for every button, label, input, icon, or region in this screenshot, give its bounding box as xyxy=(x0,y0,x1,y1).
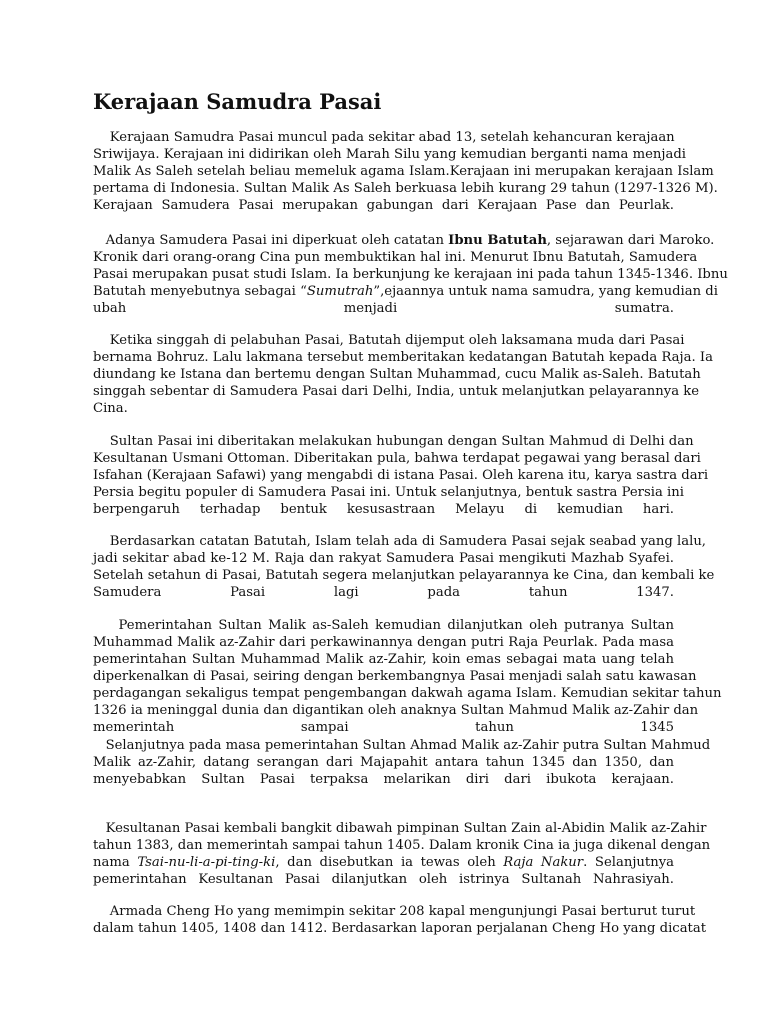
text-line xyxy=(93,617,674,634)
text-run: ”,ejaannya untuk nama samudra, yang kemudian di xyxy=(373,284,718,299)
italic-text: Raja Nakur xyxy=(503,855,584,870)
paragraph xyxy=(93,129,718,214)
text-line xyxy=(93,719,674,736)
text-run: diundang ke Istana dan bertemu dengan Sultan Muhammad, cucu Malik as-Saleh. Batutah xyxy=(93,367,701,382)
text-line xyxy=(93,266,728,283)
text-line xyxy=(93,837,711,854)
text-run: diperkenalkan di Pasai, seiring dengan berkembangnya Pasai menjadi salah satu kawasan xyxy=(93,669,697,684)
text-run: Setelah setahun di Pasai, Batutah segera melanjutkan pelayarannya ke Cina, dan kembali ke xyxy=(93,568,715,583)
text-run: 1326 ia meninggal dunia dan digantikan oleh anaknya Sultan Mahmud Malik az-Zahir dan xyxy=(93,703,699,718)
text-run: Muhammad Malik az-Zahir dari perkawinannya dengan putri Raja Peurlak. Pada masa xyxy=(93,635,674,650)
text-line xyxy=(93,383,700,400)
text-run: Pemerintahan Sultan Malik as-Saleh kemudian dilanjutkan oleh putranya Sultan xyxy=(93,618,674,633)
text-line xyxy=(93,550,674,567)
text-run: pemerintahan Kesultanan Pasai dilanjutkan oleh istrinya Sultanah Nahrasiyah. xyxy=(93,872,674,887)
text-run: memerintah sampai tahun 1345 xyxy=(93,720,674,735)
text-run: Adanya Samudera Pasai ini diperkuat oleh catatan xyxy=(93,233,449,248)
paragraph xyxy=(93,232,728,317)
text-run: bernama Bohruz. Lalu lakmana tersebut memberitakan kedatangan Batutah kepada Raja. Ia xyxy=(93,350,713,365)
text-run: Sriwijaya. Kerajaan ini didirikan oleh Marah Silu yang kemudian berganti nama menjadi xyxy=(93,147,687,162)
paragraph xyxy=(93,617,722,736)
text-line xyxy=(93,820,707,837)
text-run: menyebabkan Sultan Pasai terpaksa melarikan diri dari ibukota kerajaan. xyxy=(93,772,674,787)
text-run: perdagangan sekaligus tempat pengembangan dakwah agama Islam. Kemudian sekitar tahun xyxy=(93,686,722,701)
text-line xyxy=(93,737,711,754)
paragraph xyxy=(93,533,715,601)
text-line xyxy=(93,634,674,651)
text-line xyxy=(93,197,674,214)
text-run: Kerajaan Samudra Pasai muncul pada sekitar abad 13, setelah kehancuran kerajaan xyxy=(93,130,675,145)
text-line xyxy=(93,668,697,685)
text-run: dalam tahun 1405, 1408 dan 1412. Berdasarkan laporan perjalanan Cheng Ho yang dicatat xyxy=(93,921,707,936)
text-run: Cina. xyxy=(93,401,128,416)
paragraph xyxy=(93,820,711,888)
text-line xyxy=(93,400,674,417)
text-line xyxy=(93,903,696,920)
text-run: berpengaruh terhadap bentuk kesusastraan Melayu di kemudian hari. xyxy=(93,502,674,517)
paragraph xyxy=(93,903,707,937)
text-line xyxy=(93,349,713,366)
text-run: tahun 1383, dan memerintah sampai tahun 1405. Dalam kronik Cina ia juga dikenal dengan xyxy=(93,838,711,853)
italic-text: Tsai-nu-li-a-pi-ting-ki xyxy=(137,855,276,870)
text-line xyxy=(93,332,685,349)
text-run: Persia begitu populer di Samudera Pasai ini. Untuk selanjutnya, bentuk sastra Persia ini xyxy=(93,485,684,500)
text-line xyxy=(93,366,701,383)
text-run: Kronik dari orang-orang Cina pun membuktikan hal ini. Menurut Ibnu Batutah, Samudera xyxy=(93,250,698,265)
text-run: Selanjutnya pada masa pemerintahan Sultan Ahmad Malik az-Zahir putra Sultan Mahmud xyxy=(93,738,711,753)
text-run: jadi sekitar abad ke-12 M. Raja dan rakyat Samudera Pasai mengikuti Mazhab Syafei. xyxy=(93,551,674,566)
bold-text: Ibnu Batutah xyxy=(448,233,547,248)
text-run: Kesultanan Pasai kembali bangkit dibawah pimpinan Sultan Zain al-Abidin Malik az-Zahir xyxy=(93,821,707,836)
text-line xyxy=(93,584,674,601)
paragraph xyxy=(93,433,709,518)
text-run: Sultan Pasai ini diberitakan melakukan hubungan dengan Sultan Mahmud di Delhi dan xyxy=(93,434,694,449)
text-run: singgah sebentar di Samudera Pasai dari Delhi, India, untuk melanjutkan pelayarannya ke xyxy=(93,384,700,399)
text-line xyxy=(93,484,684,501)
text-run: . Selanjutnya xyxy=(583,855,675,870)
text-line xyxy=(93,249,698,266)
text-line xyxy=(93,467,709,484)
text-run: Isfahan (Kerajaan Safawi) yang mengabdi di istana Pasai. Oleh karena itu, karya sastra dari xyxy=(93,468,709,483)
text-run: Samudera Pasai lagi pada tahun 1347. xyxy=(93,585,674,600)
text-line xyxy=(93,871,674,888)
text-line xyxy=(93,702,699,719)
text-line xyxy=(93,920,707,937)
text-run: Malik az-Zahir, datang serangan dari Majapahit antara tahun 1345 dan 1350, dan xyxy=(93,755,674,770)
text-line xyxy=(93,771,674,788)
text-run: Kesultanan Usmani Ottoman. Diberitakan pula, bahwa terdapat pegawai yang berasal dari xyxy=(93,451,701,466)
text-line xyxy=(93,651,674,668)
text-line xyxy=(93,283,718,300)
document-title: Kerajaan Samudra Pasai xyxy=(93,89,382,114)
text-line xyxy=(93,533,706,550)
text-run: Kerajaan Samudera Pasai merupakan gabungan dari Kerajaan Pase dan Peurlak. xyxy=(93,198,674,213)
text-run: Berdasarkan catatan Batutah, Islam telah ada di Samudera Pasai sejak seabad yang lalu, xyxy=(93,534,706,549)
text-line xyxy=(93,232,715,249)
text-line xyxy=(93,754,674,771)
text-line xyxy=(93,300,674,317)
text-line xyxy=(93,180,718,197)
paragraph xyxy=(93,737,711,788)
text-line xyxy=(93,433,694,450)
text-run: Batutah menyebutnya sebagai “ xyxy=(93,284,307,299)
text-line xyxy=(93,501,674,518)
text-line xyxy=(93,854,674,871)
text-run: pemerintahan Sultan Muhammad Malik az-Zahir, koin emas sebagai mata uang telah xyxy=(93,652,674,667)
text-run: Pasai merupakan pusat studi Islam. Ia berkunjung ke kerajaan ini pada tahun 1345-1346. Ibnu xyxy=(93,267,728,282)
text-line xyxy=(93,163,714,180)
text-run: nama xyxy=(93,855,138,870)
text-run: pertama di Indonesia. Sultan Malik As Saleh berkuasa lebih kurang 29 tahun (1297-1326 M). xyxy=(93,181,718,196)
text-line xyxy=(93,567,715,584)
text-run: Armada Cheng Ho yang memimpin sekitar 208 kapal mengunjungi Pasai berturut turut xyxy=(93,904,696,919)
text-line xyxy=(93,129,674,146)
text-run: Malik As Saleh setelah beliau memeluk agama Islam.Kerajaan ini merupakan kerajaan Islam xyxy=(93,164,714,179)
text-line xyxy=(93,450,701,467)
text-run: Ketika singgah di pelabuhan Pasai, Batutah dijemput oleh laksamana muda dari Pasai xyxy=(93,333,685,348)
text-run: , dan disebutkan ia tewas oleh xyxy=(275,855,504,870)
paragraph xyxy=(93,332,713,417)
text-line xyxy=(93,146,687,163)
text-line xyxy=(93,685,722,702)
italic-text: Sumutrah xyxy=(306,284,374,299)
text-run: ubah menjadi sumatra. xyxy=(93,301,674,316)
text-run: , sejarawan dari Maroko. xyxy=(546,233,715,248)
